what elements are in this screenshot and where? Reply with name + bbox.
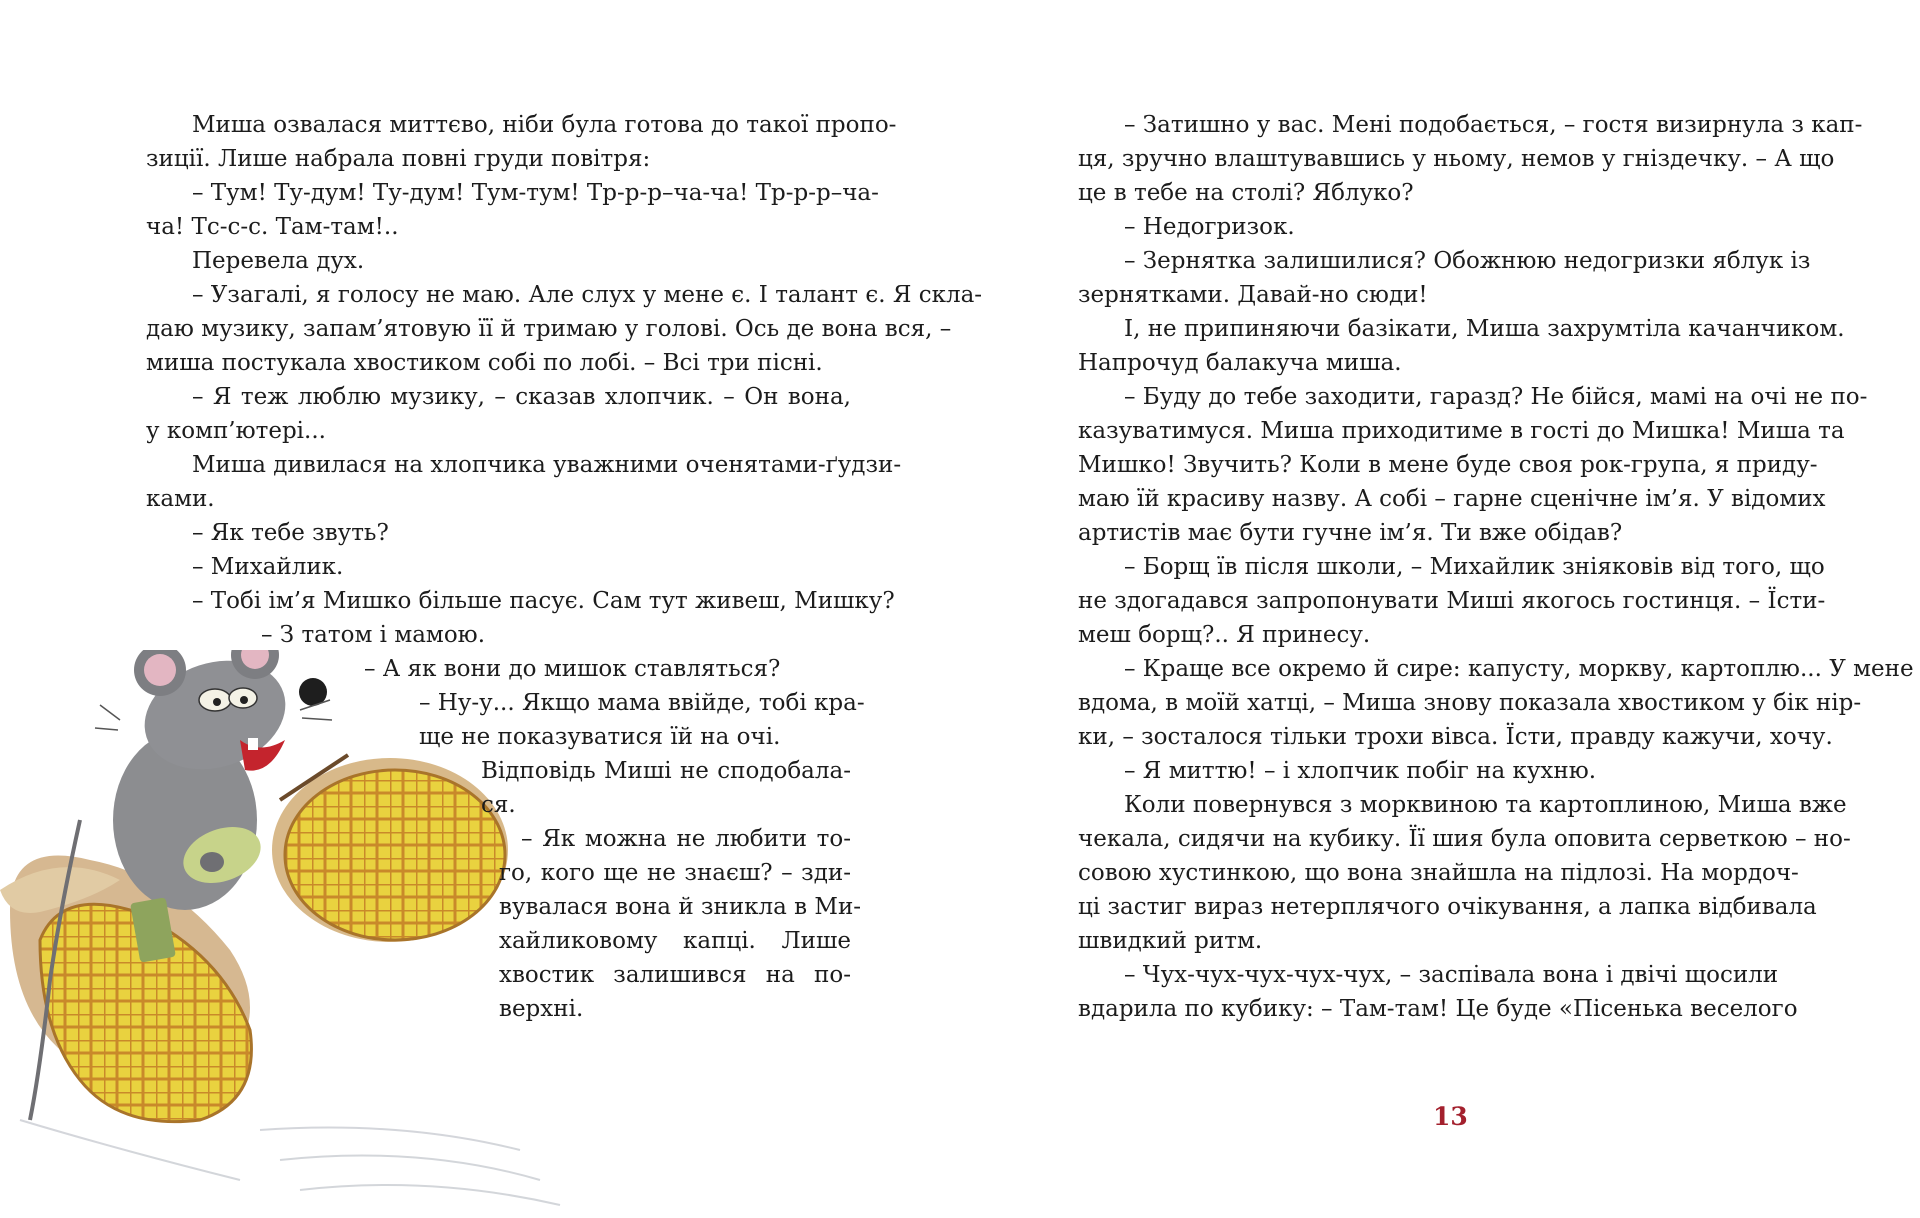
text-line: артистів має бути гучне ім’я. Ти вже обідав? xyxy=(1078,520,1623,546)
text-line: – Узагалі, я голосу не маю. Але слух у мене є. І талант є. Я скла- xyxy=(192,282,983,308)
left-page-text xyxy=(146,108,983,1026)
text-line: ці застиг вираз нетерплячого очікування, а лапка відбивала xyxy=(1078,894,1817,920)
text-line: Миша дивилася на хлопчика уважними оченятами-ґудзи- xyxy=(192,452,902,478)
text-line: Коли повернувся з морквиною та картоплиною, Миша вже xyxy=(1124,792,1847,818)
text-line: – Я миттю! – і хлопчик побіг на кухню. xyxy=(1124,758,1597,784)
text-line: совою хустинкою, що вона знайшла на підлозі. На мордоч- xyxy=(1078,860,1799,886)
text-line: хвостик залишився на по- xyxy=(499,962,851,988)
text-line: не здогадався запропонувати Миші якогось гостинця. – Їсти- xyxy=(1078,588,1826,614)
text-line: ками. xyxy=(146,486,215,512)
text-line: верхні. xyxy=(499,996,584,1022)
text-line: Напрочуд балакуча миша. xyxy=(1078,350,1402,376)
text-line: зиції. Лише набрала повні груди повітря: xyxy=(146,146,651,172)
text-line: ся. xyxy=(481,792,516,818)
text-line: – Затишно у вас. Мені подобається, – гостя визирнула з кап- xyxy=(1124,112,1863,138)
text-line: вдома, в моїй хатці, – Миша знову показала хвостиком у бік нір- xyxy=(1078,690,1862,716)
text-line: у комп’ютері... xyxy=(146,418,326,444)
text-line: ча! Тс-с-с. Там-там!.. xyxy=(146,214,399,240)
text-line: зернятками. Давай-но сюди! xyxy=(1078,282,1428,308)
text-line: – Тобі ім’я Мишко більше пасує. Сам тут живеш, Мишку? xyxy=(192,588,895,614)
text-line: ще не показуватися їй на очі. xyxy=(419,724,781,750)
text-line: вдарила по кубику: – Там-там! Це буде «Пісенька веселого xyxy=(1078,996,1798,1022)
text-line: – Ну-у... Якщо мама ввійде, тобі кра- xyxy=(419,690,865,716)
text-line: – Борщ їв після школи, – Михайлик зніяковів від того, що xyxy=(1124,554,1825,580)
text-line: – Чух-чух-чух-чух-чух, – заспівала вона і двічі щосили xyxy=(1124,962,1779,988)
text-line: миша постукала хвостиком собі по лобі. – Всі три пісні. xyxy=(146,350,823,376)
text-line: Мишко! Звучить? Коли в мене буде своя рок-група, я приду- xyxy=(1078,452,1818,478)
text-line: – Буду до тебе заходити, гаразд? Не бійся, мамі на очі не по- xyxy=(1124,384,1868,410)
text-line: швидкий ритм. xyxy=(1078,928,1263,954)
text-line: – Краще все окремо й сире: капусту, моркву, картоплю... У мене xyxy=(1124,656,1914,682)
text-line: Миша озвалася миттєво, ніби була готова до такої пропо- xyxy=(192,112,897,138)
text-line: ця, зручно влаштувавшись у ньому, немов у гніздечку. – А що xyxy=(1078,146,1835,172)
text-line: Перевела дух. xyxy=(192,248,365,274)
text-line: – Недогризок. xyxy=(1124,214,1295,240)
right-page-text xyxy=(1078,108,1914,1026)
text-line: даю музику, запам’ятовую її й тримаю у голові. Ось де вона вся, – xyxy=(146,316,952,342)
right-page xyxy=(960,0,1920,1214)
text-line: – Як тебе звуть? xyxy=(192,520,389,546)
text-line: – А як вони до мишок ставляться? xyxy=(364,656,781,682)
text-line: – Тум! Ту-дум! Ту-дум! Тум-тум! Тр-р-р–ча-ча! Тр-р-р–ча- xyxy=(192,180,879,206)
text-line: Відповідь Миші не сподобала- xyxy=(481,758,851,784)
text-line: меш борщ?.. Я принесу. xyxy=(1078,622,1371,648)
text-line: – Як можна не любити то- xyxy=(521,826,851,852)
page-number: 13 xyxy=(1433,1102,1468,1131)
text-line: І, не припиняючи базікати, Миша захрумтіла качанчиком. xyxy=(1124,316,1845,342)
text-line: це в тебе на столі? Яблуко? xyxy=(1078,180,1414,206)
text-line: го, кого ще не знаєш? – зди- xyxy=(499,860,851,886)
text-line: вувалася вона й зникла в Ми- xyxy=(499,894,862,920)
text-line: маю їй красиву назву. А собі – гарне сценічне ім’я. У відомих xyxy=(1078,486,1826,512)
text-line: хайликовому капці. Лише xyxy=(499,928,851,954)
text-line: – Зернятка залишилися? Обожнюю недогризки яблук із xyxy=(1124,248,1811,274)
text-line: чекала, сидячи на кубику. Її шия була оповита серветкою – но- xyxy=(1078,826,1851,852)
text-line: – З татом і мамою. xyxy=(261,622,486,648)
text-line: ки, – зосталося тільки трохи вівса. Їсти, правду кажучи, хочу. xyxy=(1078,724,1833,750)
text-line: казуватимуся. Миша приходитиме в гості до Мишка! Миша та xyxy=(1078,418,1845,444)
text-line: – Михайлик. xyxy=(192,554,344,580)
text-line: – Я теж люблю музику, – сказав хлопчик. – Он вона, xyxy=(192,384,851,410)
